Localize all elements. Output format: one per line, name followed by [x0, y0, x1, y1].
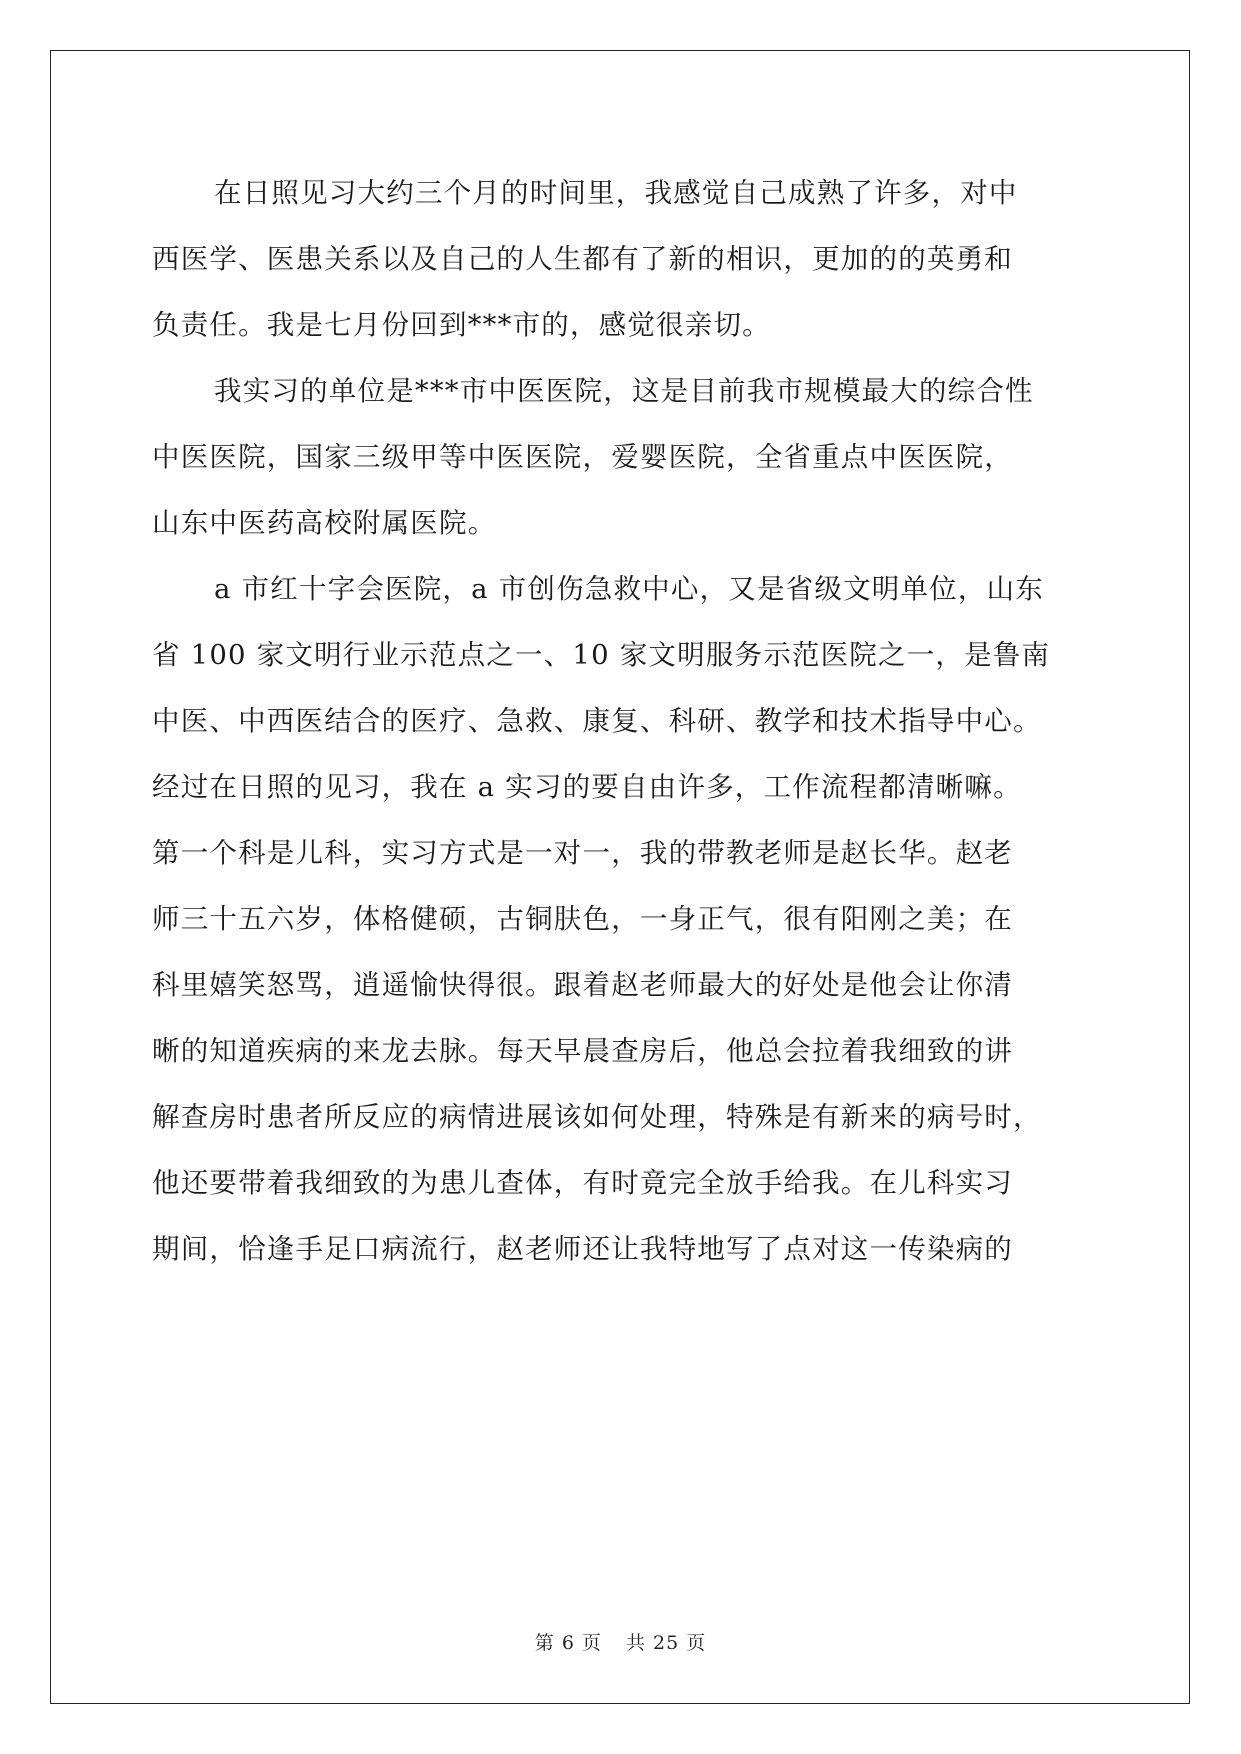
text-line: 中医医院，国家三级甲等中医医院，爱婴医院，全省重点中医医院， [152, 441, 1013, 473]
text-line: 我实习的单位是***市中医医院，这是目前我市规模最大的综合性 [214, 375, 1034, 407]
text-line: 师三十五六岁，体格健硕，古铜肤色，一身正气，很有阳刚之美；在 [152, 903, 1013, 935]
text-line: 西医学、医患关系以及自己的人生都有了新的相识，更加的的英勇和 [152, 243, 1013, 275]
page-footer [0, 1628, 1241, 1655]
page-total: 共 25 页 [625, 1632, 707, 1654]
text-line: 山东中医药高校附属医院。 [152, 507, 497, 539]
text-line: 中医、中西医结合的医疗、急救、康复、科研、教学和技术指导中心。 [152, 705, 1042, 737]
text-line: 经过在日照的见习，我在 a 实习的要自由许多，工作流程都清晰嘛。 [152, 771, 1022, 803]
document-body [152, 160, 1092, 1282]
text-line: 在日照见习大约三个月的时间里，我感觉自己成熟了许多，对中 [214, 177, 1018, 209]
text-line: 期间，恰逢手足口病流行，赵老师还让我特地写了点对这一传染病的 [152, 1233, 1013, 1265]
text-line: 省 100 家文明行业示范点之一、10 家文明服务示范医院之一，是鲁南 [152, 639, 1051, 671]
text-line: 负责任。我是七月份回到***市的，感觉很亲切。 [152, 309, 771, 341]
text-line: 他还要带着我细致的为患儿查体，有时竟完全放手给我。在儿科实习 [152, 1167, 1013, 1199]
page-number: 第 6 页 [534, 1632, 602, 1654]
text-line: 晰的知道疾病的来龙去脉。每天早晨查房后，他总会拉着我细致的讲 [152, 1035, 1013, 1067]
text-line: 解查房时患者所反应的病情进展该如何处理，特殊是有新来的病号时， [152, 1101, 1042, 1133]
text-line: a 市红十字会医院，a 市创伤急救中心，又是省级文明单位，山东 [214, 573, 1044, 605]
text-line: 科里嬉笑怒骂，逍遥愉快得很。跟着赵老师最大的好处是他会让你清 [152, 969, 1013, 1001]
text-line: 第一个科是儿科，实习方式是一对一，我的带教老师是赵长华。赵老 [152, 837, 1013, 869]
